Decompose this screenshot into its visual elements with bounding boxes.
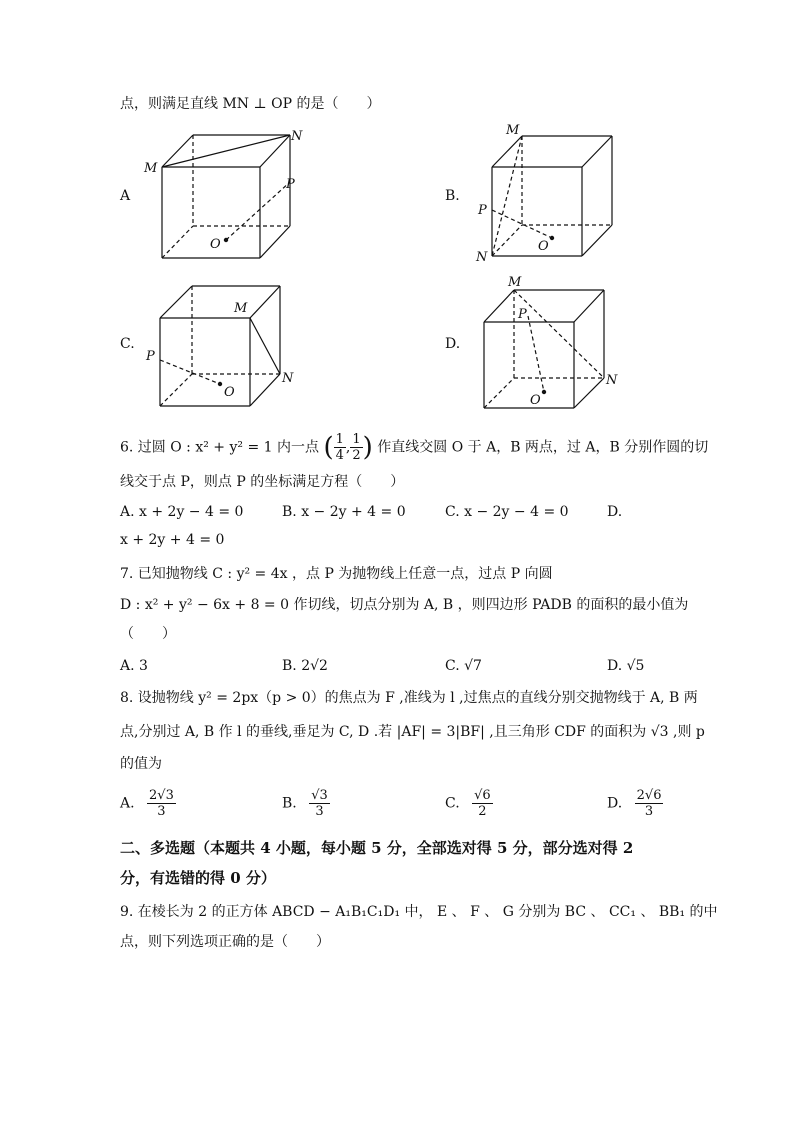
- label-P: P: [478, 203, 487, 218]
- q5-option-d-cube-figure: [470, 276, 640, 416]
- q8-option-a-numerator: 2√3: [149, 788, 174, 803]
- q5-option-b-cube-figure: [470, 120, 640, 270]
- q8-option-a: A. $\frac{2√3}{3}$: [120, 788, 174, 819]
- q6-stem-end: 作直线交圆 O 于 A，B 两点，过 A，B 分别作圆的切: [377, 439, 709, 456]
- q8-question-line-1: 8. 设抛物线 y² = 2px（p > 0）的焦点为 F ,准线为 l ,过焦点的直线分别交抛物线于 A, B 两: [120, 690, 698, 706]
- q6-point-x: $\frac{1}{4}$: [335, 432, 344, 463]
- q6-question-line-1: 6. 过圆 O : x² + y² = 1 内一点 ( $\frac{1}{4}$ , $\frac{1}{2}$ ) 作直线交圆 O 于 A，B 两点，过 A，B 分别作圆的切: [120, 432, 709, 463]
- section-2-heading-line-1: 二、多选题（本题共 4 小题，每小题 5 分，全部选对得 5 分，部分选对得 2: [120, 839, 634, 857]
- label-P: P: [286, 177, 295, 192]
- q7-option-b: B. 2√2: [282, 658, 328, 674]
- label-P: P: [518, 307, 527, 322]
- q6-option-b: B. x − 2y + 4 = 0: [282, 504, 406, 520]
- label-N: N: [282, 371, 294, 386]
- label-M: M: [506, 123, 520, 138]
- q5-question-tail: 点，则满足直线 MN ⊥ OP 的是（ ）: [120, 96, 381, 112]
- q8-option-d-numerator: 2√6: [636, 788, 662, 803]
- label-P: P: [146, 349, 155, 364]
- q9-question-line-2: 点，则下列选项正确的是（ ）: [120, 934, 330, 950]
- q5-option-a-label: A: [120, 188, 131, 204]
- label-O: O: [210, 237, 221, 252]
- q5-option-b-label: B.: [445, 188, 460, 204]
- q6-question-line-2: 线交于点 P，则点 P 的坐标满足方程（ ）: [120, 474, 405, 490]
- q8-option-d: D. $\frac{2√6}{3}$: [607, 788, 662, 819]
- q7-question-line-2: D : x² + y² − 6x + 8 = 0 作切线，切点分别为 A, B ，则四边形 PADB 的面积的最小值为: [120, 597, 689, 613]
- q8-option-d-denominator: 3: [644, 804, 654, 819]
- q8-option-c: C. $\frac{√6}{2}$: [445, 788, 491, 819]
- label-N: N: [291, 129, 303, 144]
- q7-question-line-1: 7. 已知抛物线 C : y² = 4x ，点 P 为抛物线上任意一点，过点 P 向圆: [120, 566, 553, 582]
- q8-question-line-2: 点,分别过 A, B 作 l 的垂线,垂足为 C, D .若 |AF| = 3|BF| ,且三角形 CDF 的面积为 √3 ,则 p: [120, 724, 705, 740]
- label-O: O: [530, 393, 541, 408]
- q7-option-c: C. √7: [445, 658, 482, 674]
- q6-option-c: C. x − 2y − 4 = 0: [445, 504, 569, 520]
- q8-option-c-numerator: √6: [474, 788, 491, 803]
- q7-option-d: D. √5: [607, 658, 645, 674]
- label-N: N: [476, 250, 488, 265]
- q5-option-d-label: D.: [445, 336, 461, 352]
- label-M: M: [508, 275, 522, 290]
- q6-stem-start: 6. 过圆 O : x² + y² = 1 内一点: [120, 439, 320, 456]
- q8-option-c-denominator: 2: [478, 804, 487, 819]
- q5-option-c-label: C.: [120, 336, 135, 352]
- label-M: M: [144, 161, 158, 176]
- label-O: O: [224, 385, 235, 400]
- label-N: N: [606, 373, 618, 388]
- q7-question-line-3: （ ）: [120, 626, 176, 642]
- label-M: M: [234, 301, 248, 316]
- q6-option-a: A. x + 2y − 4 = 0: [120, 504, 244, 520]
- q8-option-a-denominator: 3: [157, 804, 166, 819]
- q8-option-b: B. $\frac{√3}{3}$: [282, 788, 328, 819]
- q6-option-d-label: D.: [607, 504, 623, 520]
- label-O: O: [538, 239, 549, 254]
- q5-option-a-cube-figure: [140, 120, 310, 270]
- q6-option-d-equation: x + 2y + 4 = 0: [120, 532, 225, 548]
- q8-option-b-denominator: 3: [315, 804, 324, 819]
- q6-point-y: $\frac{1}{2}$: [352, 432, 361, 463]
- q8-question-line-3: 的值为: [120, 756, 162, 772]
- q5-option-c-cube-figure: [140, 276, 310, 416]
- q8-option-b-numerator: √3: [311, 788, 328, 803]
- q9-question-line-1: 9. 在棱长为 2 的正方体 ABCD − A₁B₁C₁D₁ 中， E 、 F 、 G 分别为 BC 、 CC₁ 、 BB₁ 的中: [120, 904, 718, 920]
- section-2-heading-line-2: 分，有选错的得 0 分）: [120, 869, 276, 887]
- q7-option-a: A. 3: [120, 658, 148, 674]
